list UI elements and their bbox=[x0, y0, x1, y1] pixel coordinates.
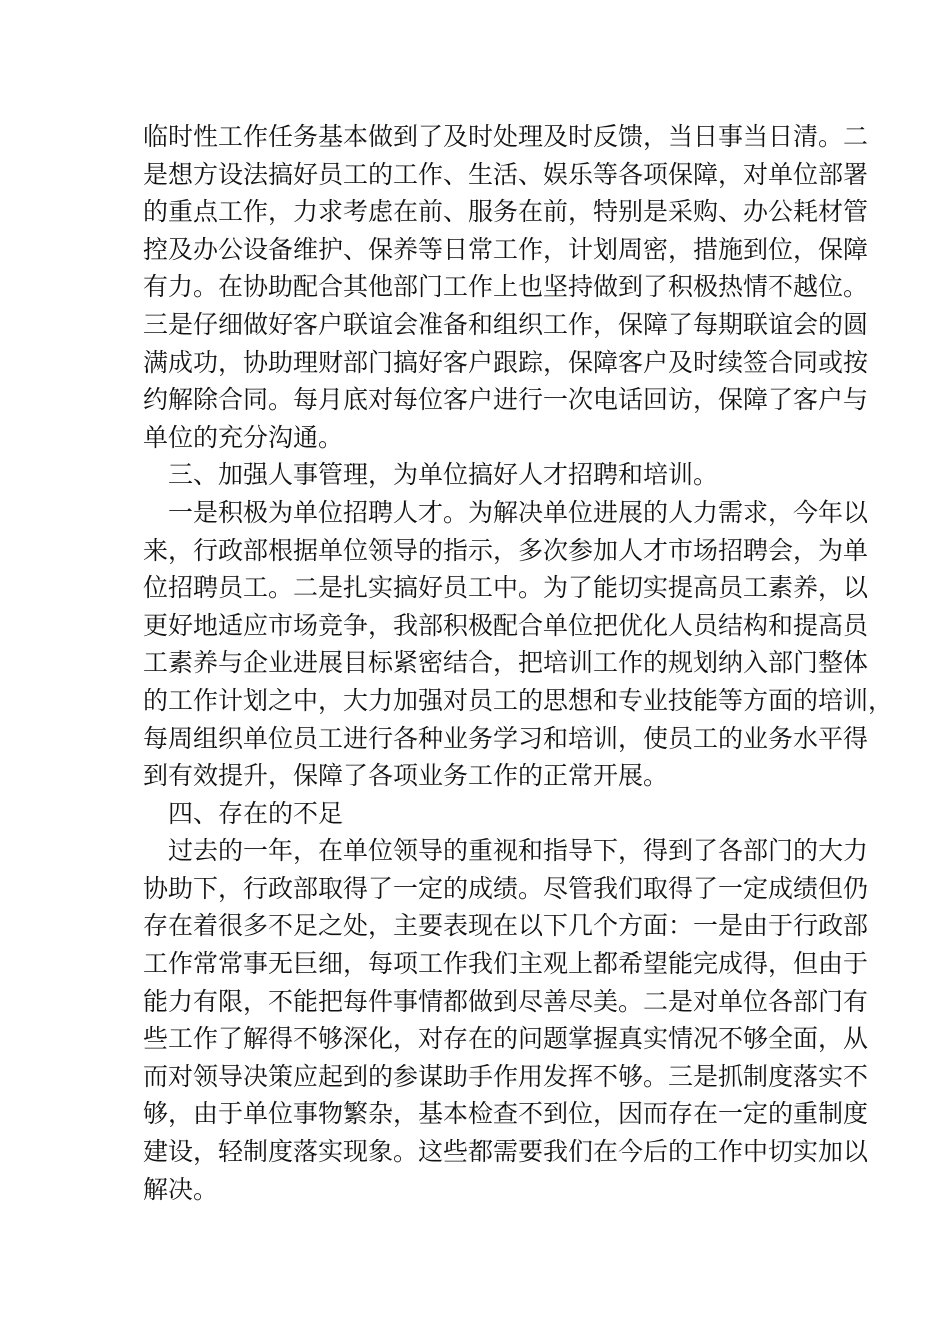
text-line: 到有效提升，保障了各项业务工作的正常开展。 bbox=[143, 761, 669, 791]
text-line: 满成功，协助理财部门搞好客户跟踪，保障客户及时续签合同或按 bbox=[143, 347, 869, 377]
text-line: 协助下，行政部取得了一定的成绩。尽管我们取得了一定成绩但仍 bbox=[143, 873, 869, 903]
text-line: 工作常常事无巨细，每项工作我们主观上都希望能完成得，但由于 bbox=[143, 949, 869, 979]
text-line: 的重点工作，力求考虑在前、服务在前，特别是采购、办公耗材管 bbox=[143, 197, 869, 227]
text-line: 而对领导决策应起到的参谋助手作用发挥不够。三是抓制度落实不 bbox=[143, 1061, 869, 1091]
text-line: 更好地适应市场竞争，我部积极配合单位把优化人员结构和提高员 bbox=[143, 610, 869, 640]
text-line: 够，由于单位事物繁杂，基本检查不到位，因而存在一定的重制度 bbox=[143, 1099, 869, 1129]
text-line: 解决。 bbox=[143, 1174, 219, 1204]
text-line: 建设，轻制度落实现象。这些都需要我们在今后的工作中切实加以 bbox=[143, 1137, 869, 1167]
section-heading-4: 四、存在的不足 bbox=[143, 798, 344, 828]
text-line: 单位的充分沟通。 bbox=[143, 422, 344, 452]
text-line: 一是积极为单位招聘人才。为解决单位进展的人力需求，今年以 bbox=[143, 497, 869, 527]
text-line: 三是仔细做好客户联谊会准备和组织工作，保障了每期联谊会的圆 bbox=[143, 309, 869, 339]
text-line: 每周组织单位员工进行各种业务学习和培训，使员工的业务水平得 bbox=[143, 723, 869, 753]
text-line: 些工作了解得不够深化，对存在的问题掌握真实情况不够全面，从 bbox=[143, 1024, 869, 1054]
document-body bbox=[143, 118, 894, 1208]
text-line: 能力有限，不能把每件事情都做到尽善尽美。二是对单位各部门有 bbox=[143, 986, 869, 1016]
text-line: 控及办公设备维护、保养等日常工作，计划周密，措施到位，保障 bbox=[143, 234, 869, 264]
text-line: 过去的一年，在单位领导的重视和指导下，得到了各部门的大力 bbox=[143, 836, 869, 866]
text-line: 是想方设法搞好员工的工作、生活、娱乐等各项保障，对单位部署 bbox=[143, 159, 869, 189]
text-line: 约解除合同。每月底对每位客户进行一次电话回访，保障了客户与 bbox=[143, 385, 869, 415]
text-line: 来，行政部根据单位领导的指示，多次参加人才市场招聘会，为单 bbox=[143, 535, 869, 565]
text-line: 存在着很多不足之处，主要表现在以下几个方面：一是由于行政部 bbox=[143, 911, 869, 941]
text-line: 临时性工作任务基本做到了及时处理及时反馈，当日事当日清。二 bbox=[143, 122, 869, 151]
text-line: 位招聘员工。二是扎实搞好员工中。为了能切实提高员工素养，以 bbox=[143, 573, 869, 603]
section-heading-3: 三、加强人事管理，为单位搞好人才招聘和培训。 bbox=[143, 460, 719, 490]
text-line: 工素养与企业进展目标紧密结合，把培训工作的规划纳入部门整体 bbox=[143, 648, 869, 678]
text-line: 的工作计划之中，大力加强对员工的思想和专业技能等方面的培训， bbox=[143, 685, 894, 715]
text-line: 有力。在协助配合其他部门工作上也坚持做到了积极热情不越位。 bbox=[143, 272, 869, 302]
